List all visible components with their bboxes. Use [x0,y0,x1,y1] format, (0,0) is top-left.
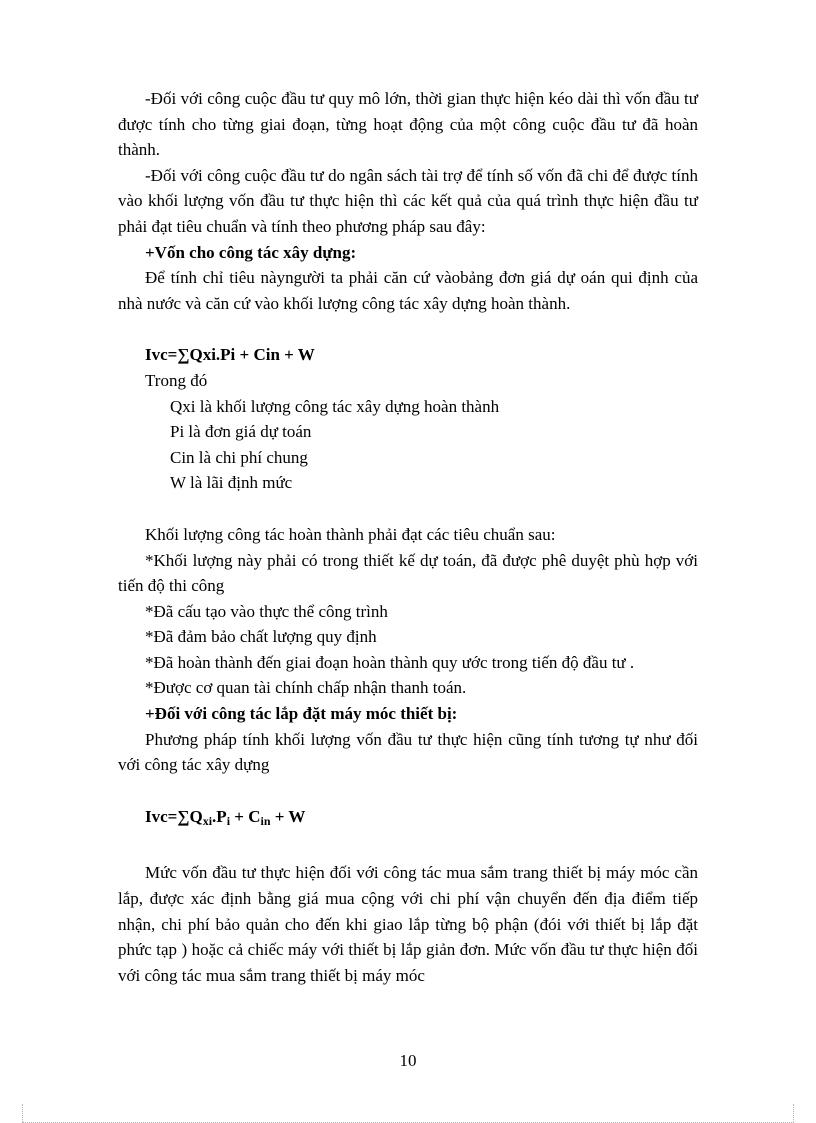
paragraph-criteria-intro: Khối lượng công tác hoàn thành phải đạt các tiêu chuẩn sau: [145,524,556,544]
where-label: Trong đó [145,370,208,390]
criterion-2: *Đã cấu tạo vào thực thể công trình [145,601,388,621]
paragraph-equipment-purchase: Mức vốn đầu tư thực hiện đối với công tác mua sắm trang thiết bị máy móc cần lắp, được xác định bằng giá mua cộng với chi phí vận chuyển đến địa điểm tiếp nhận, chi phí bảo quản cho đến khi giao lắp từng bộ phận (đói với thiết bị lắp đặt phức tạp ) hoặc cả chiếc máy với thiết bị lắp giản đơn. Mức vốn đầu tư thực hiện đối với công tác mua sắm trang thiết bị máy móc [118,863,698,985]
definition-pi: Pi là đơn giá dự toán [170,422,312,442]
criterion-4: *Đã hoàn thành đến giai đoạn hoàn thành quy ước trong tiến độ đầu tư . [145,652,635,672]
heading-construction-capital: +Vốn cho công tác xây dựng: [145,242,357,262]
document-body [118,86,698,988]
spacer [118,316,698,342]
spacer [118,834,698,860]
criterion-5: *Được cơ quan tài chính chấp nhận thanh toán. [145,678,467,698]
definition-cin: Cin là chi phí chung [170,447,308,467]
spacer [118,496,698,522]
formula-equipment: $Ivc=\sum Q_{xi}.P_i + C_{in} + W$ [145,806,306,828]
paragraph-large-projects: -Đối với công cuộc đầu tư quy mô lớn, thời gian thực hiện kéo dài thì vốn đầu tư được tính cho từng giai đoạn, từng hoạt động của một công cuộc đầu tư đã hoàn thành. [118,89,698,160]
heading-equipment-installation: +Đối với công tác lắp đặt máy móc thiết bị: [145,704,458,724]
page-border-left [22,1104,23,1122]
page-number: 10 [399,1051,417,1070]
criterion-1: *Khối lượng này phải có trong thiết kế dự toán, đã được phê duyệt phù hợp với tiến độ thi công [118,550,698,596]
paragraph-state-budget: -Đối với công cuộc đầu tư do ngân sách tài trợ để tính số vốn đã chi để được tính vào khối lượng vốn đầu tư thực hiện thì các kết quả của quá trình thực hiện đầu tư phải đạt tiêu chuẩn và tính theo phương pháp sau đây: [118,165,698,236]
definition-w: W là lãi định mức [170,473,293,493]
definition-qxi: Qxi là khối lượng công tác xây dựng hoàn thành [170,396,500,416]
spacer [118,778,698,804]
page-border-right [793,1104,794,1122]
paragraph-equipment-method: Phương pháp tính khối lượng vốn đầu tư thực hiện cũng tính tương tự như đối với công tác xây dựng [118,729,698,775]
criterion-3: *Đã đảm bảo chất lượng quy định [145,627,377,647]
formula-construction: Ivc=∑Qxi.Pi + Cin + W [145,345,315,365]
paragraph-indicator-method: Để tính chỉ tiêu nàyngười ta phải căn cứ vàobảng đơn giá dự oán qui định của nhà nước và căn cứ vào khối lượng công tác xây dựng hoàn thành. [118,268,698,313]
